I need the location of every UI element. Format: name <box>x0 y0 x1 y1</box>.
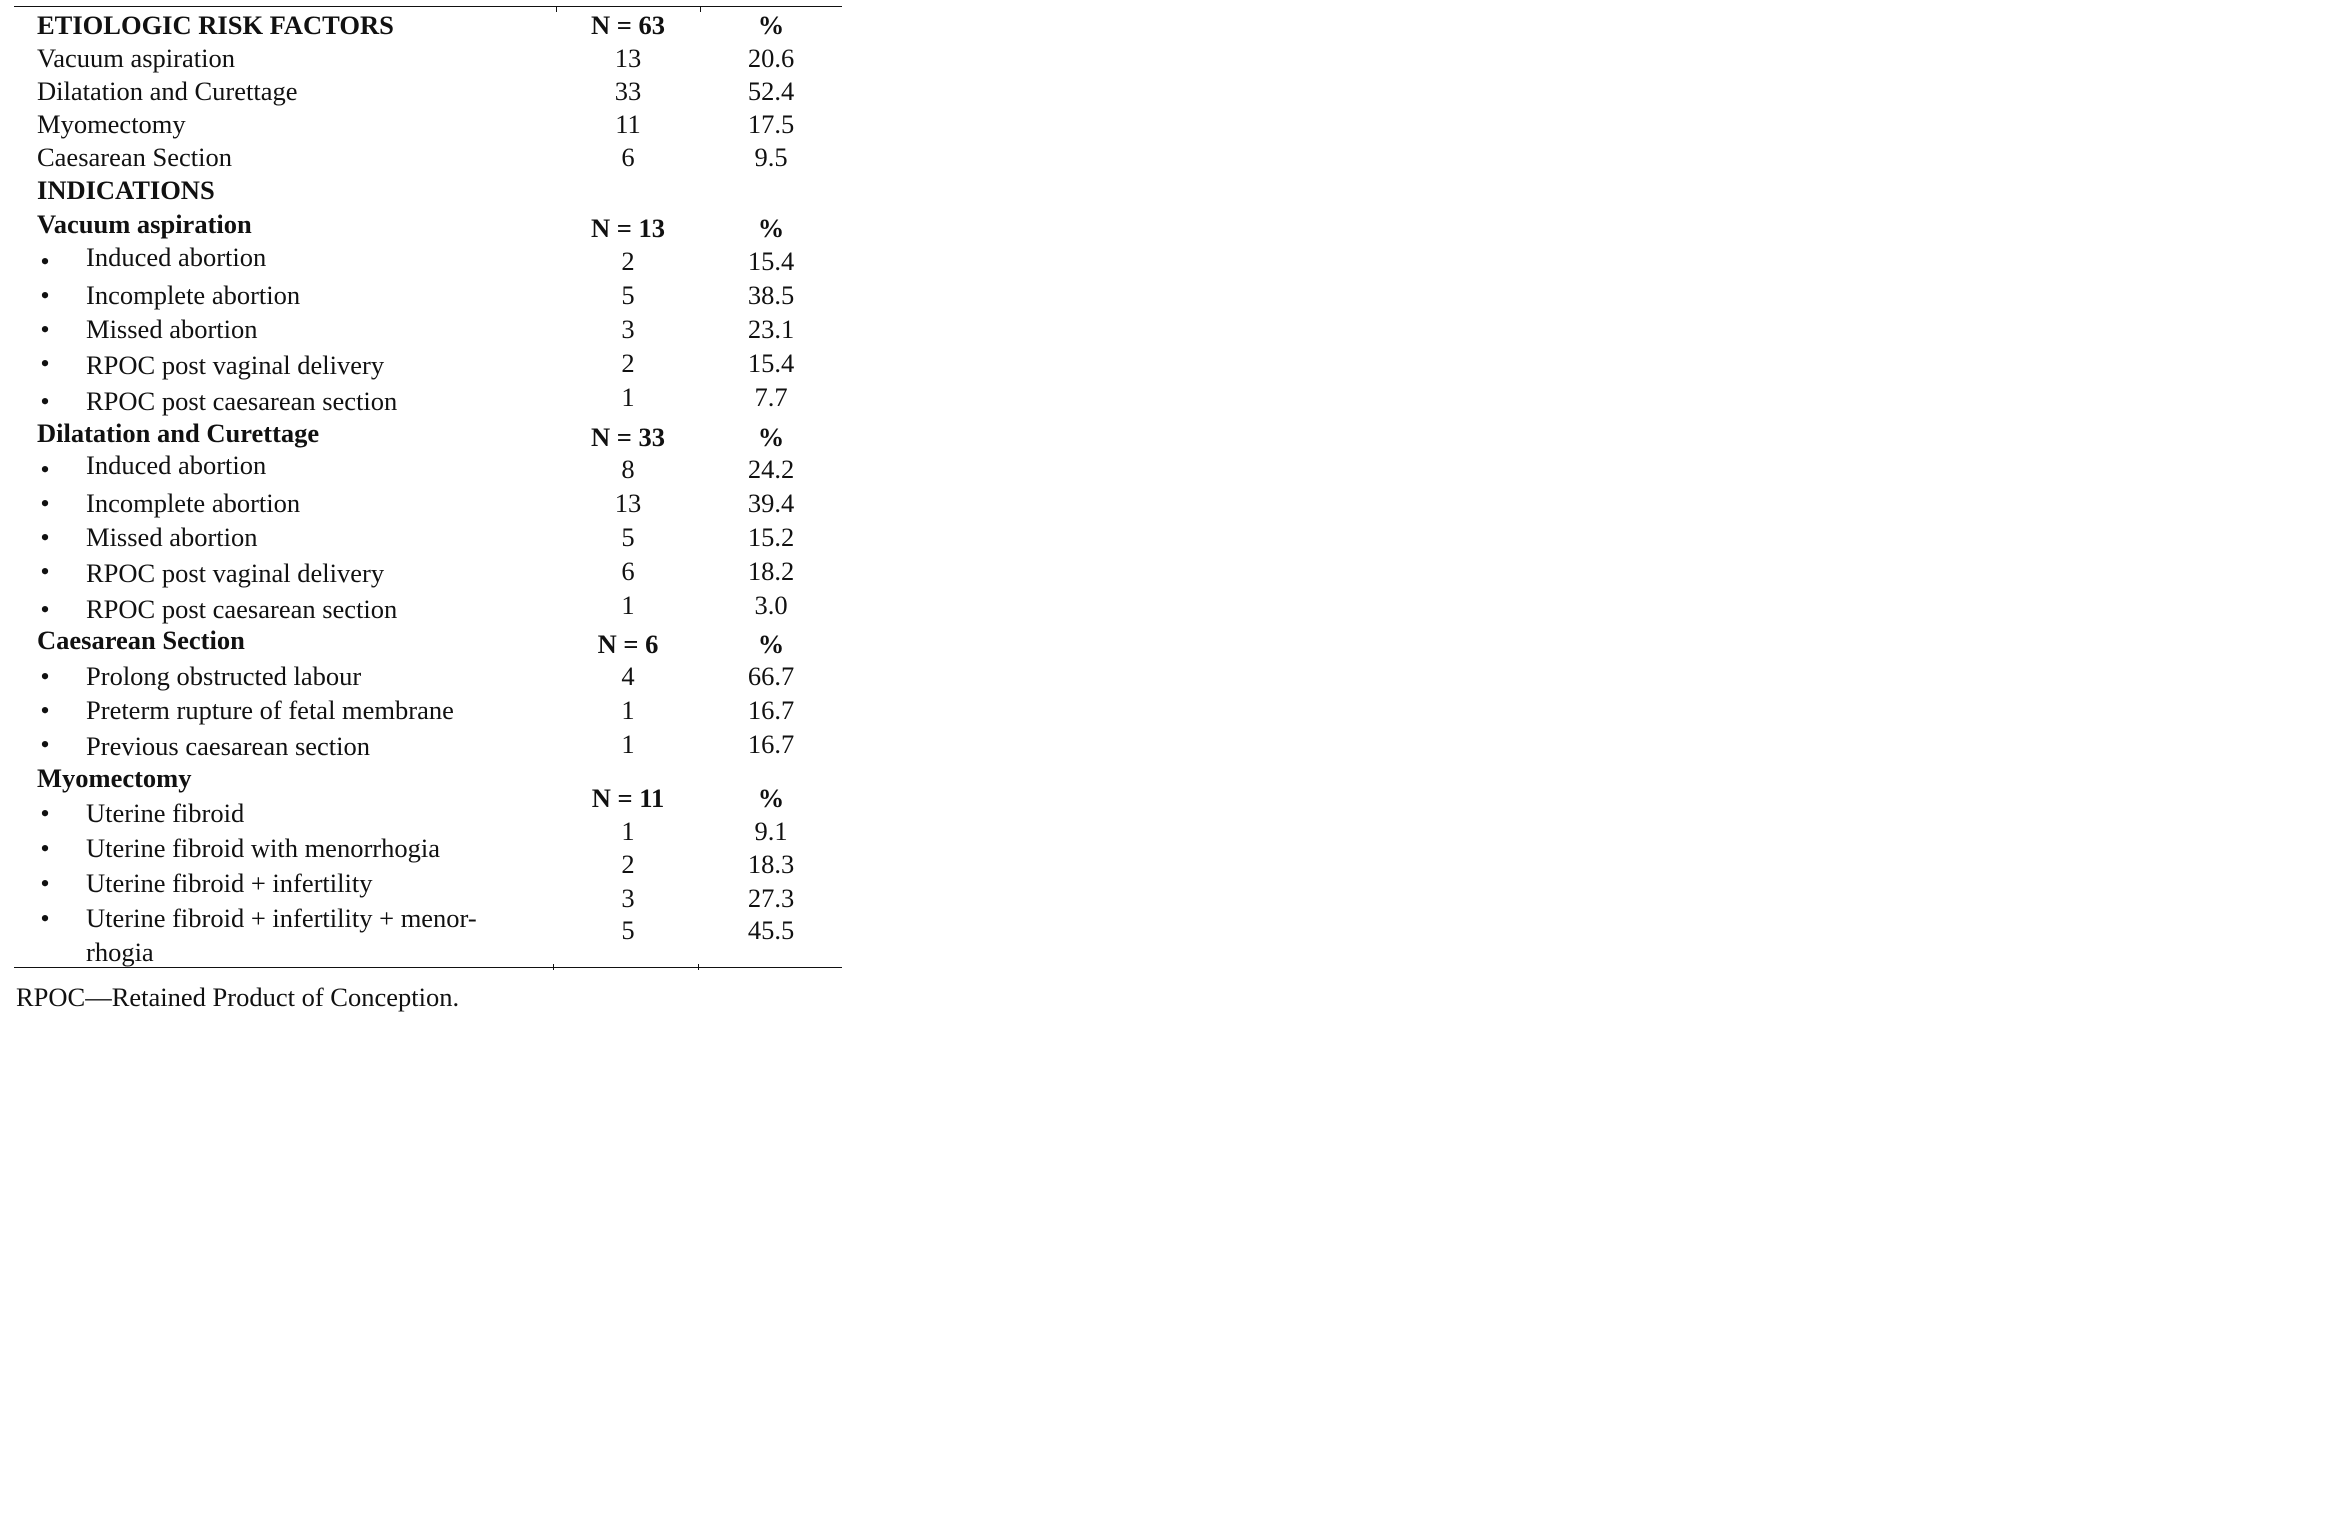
row-n: 13 <box>614 488 642 518</box>
row-n: 1 <box>621 382 635 412</box>
section-n: N = 6 <box>597 629 659 659</box>
row-label: Previous caesarean section <box>86 731 371 761</box>
bullet-icon: • <box>40 594 50 624</box>
list-item <box>14 520 842 554</box>
row-label: Vacuum aspiration <box>37 43 235 73</box>
row-percent: 38.5 <box>747 280 795 310</box>
bullet-icon: • <box>40 454 50 484</box>
row-percent: 15.2 <box>747 522 795 552</box>
row-n: 33 <box>614 76 642 106</box>
section-percent-header: % <box>757 629 785 659</box>
row-percent: 16.7 <box>747 729 795 759</box>
row-n: 1 <box>621 695 635 725</box>
list-item <box>14 278 842 312</box>
row-percent: 15.4 <box>747 348 795 378</box>
row-label: Incomplete abortion <box>86 280 301 310</box>
bullet-icon: • <box>40 556 50 586</box>
row-percent: 66.7 <box>747 661 795 691</box>
table-row <box>14 107 842 141</box>
list-item <box>14 554 842 588</box>
bullet-icon: • <box>40 386 50 416</box>
row-label: Preterm rupture of fetal membrane <box>86 695 454 725</box>
row-n: 3 <box>621 314 635 344</box>
row-n: 11 <box>615 109 641 139</box>
section-percent-header: % <box>757 213 785 243</box>
table-footnote: RPOC—Retained Product of Conception. <box>16 982 460 1012</box>
row-label: RPOC post caesarean section <box>86 594 398 624</box>
section-header-row <box>14 623 842 657</box>
section-title: INDICATIONS <box>37 175 215 205</box>
row-percent: 20.6 <box>747 43 795 73</box>
table-row <box>14 41 842 75</box>
row-label: Uterine fibroid with menorrhogia <box>86 833 440 863</box>
row-label-continuation: rhogia <box>86 937 154 967</box>
row-label: Uterine fibroid + infertility <box>86 868 373 898</box>
row-label: Incomplete abortion <box>86 488 301 518</box>
row-percent: 17.5 <box>747 109 795 139</box>
row-percent: 23.1 <box>747 314 795 344</box>
bullet-icon: • <box>40 868 50 898</box>
row-percent: 7.7 <box>754 382 788 412</box>
row-label: Missed abortion <box>86 522 258 552</box>
row-percent: 16.7 <box>747 695 795 725</box>
table-top-rule <box>14 6 842 7</box>
row-label: RPOC post vaginal delivery <box>86 558 385 588</box>
row-label: Missed abortion <box>86 314 258 344</box>
list-item <box>14 588 842 622</box>
column-header-n: N = 63 <box>591 10 665 40</box>
row-percent: 9.1 <box>754 816 788 846</box>
table-header-row <box>14 8 842 42</box>
indications-heading <box>14 173 842 207</box>
row-n: 1 <box>621 816 635 846</box>
row-label: Induced abortion <box>86 242 267 272</box>
list-item <box>14 452 842 486</box>
bullet-icon: • <box>40 314 50 344</box>
row-label: Uterine fibroid <box>86 798 245 828</box>
section-header-row <box>14 416 842 450</box>
section-percent-header: % <box>757 422 785 452</box>
row-n: 4 <box>621 661 635 691</box>
row-percent: 27.3 <box>747 883 795 913</box>
list-item <box>14 244 842 278</box>
row-n: 5 <box>621 280 635 310</box>
row-n: 8 <box>621 454 635 484</box>
row-percent: 9.5 <box>754 142 788 172</box>
bullet-icon: • <box>40 522 50 552</box>
bullet-icon: • <box>40 348 50 378</box>
list-item <box>14 659 842 693</box>
row-n: 5 <box>621 522 635 552</box>
row-percent: 39.4 <box>747 488 795 518</box>
row-percent: 15.4 <box>747 246 795 276</box>
row-n: 1 <box>621 729 635 759</box>
row-label: RPOC post vaginal delivery <box>86 350 385 380</box>
table-bottom-rule <box>14 967 842 968</box>
row-n: 5 <box>621 915 635 945</box>
row-label: Uterine fibroid + infertility + menor- <box>86 903 477 933</box>
row-percent: 18.3 <box>747 849 795 879</box>
row-label: RPOC post caesarean section <box>86 386 398 416</box>
row-label: Dilatation and Curettage <box>37 76 298 106</box>
list-item <box>14 380 842 414</box>
section-n: N = 33 <box>591 422 665 452</box>
row-n: 6 <box>621 556 635 586</box>
row-n: 1 <box>621 590 635 620</box>
row-n: 6 <box>621 142 635 172</box>
list-item <box>14 486 842 520</box>
table-row <box>14 140 842 174</box>
bullet-icon: • <box>40 833 50 863</box>
bullet-icon: • <box>40 661 50 691</box>
section-title: Vacuum aspiration <box>37 209 252 239</box>
bullet-icon: • <box>40 280 50 310</box>
row-percent: 45.5 <box>747 915 795 945</box>
list-item <box>14 346 842 380</box>
row-n: 2 <box>621 348 635 378</box>
row-label: Myomectomy <box>37 109 186 139</box>
bullet-icon: • <box>40 246 50 276</box>
bullet-icon: • <box>40 798 50 828</box>
row-label: Prolong obstructed labour <box>86 661 362 691</box>
row-percent: 18.2 <box>747 556 795 586</box>
section-header-row <box>14 207 842 241</box>
row-n: 2 <box>621 246 635 276</box>
column-header-percent: % <box>757 10 785 40</box>
section-percent-header: % <box>757 783 785 813</box>
row-percent: 24.2 <box>747 454 795 484</box>
row-label: Caesarean Section <box>37 142 232 172</box>
row-n: 13 <box>614 43 642 73</box>
indications-table <box>14 6 842 970</box>
table-row <box>14 74 842 108</box>
section-title: Caesarean Section <box>37 625 245 655</box>
row-percent: 3.0 <box>754 590 788 620</box>
list-item <box>14 312 842 346</box>
bullet-icon: • <box>40 488 50 518</box>
list-item <box>14 693 842 727</box>
row-percent: 52.4 <box>747 76 795 106</box>
bullet-icon: • <box>40 695 50 725</box>
section-n: N = 13 <box>591 213 665 243</box>
row-n: 2 <box>621 849 635 879</box>
list-item <box>14 727 842 761</box>
bullet-icon: • <box>40 729 50 759</box>
row-n: 3 <box>621 883 635 913</box>
section-title: Myomectomy <box>37 763 192 793</box>
column-header-risk-factors: ETIOLOGIC RISK FACTORS <box>37 10 394 40</box>
row-label: Induced abortion <box>86 450 267 480</box>
section-n: N = 11 <box>591 783 665 813</box>
bullet-icon: • <box>40 903 50 933</box>
section-title: Dilatation and Curettage <box>37 418 320 448</box>
